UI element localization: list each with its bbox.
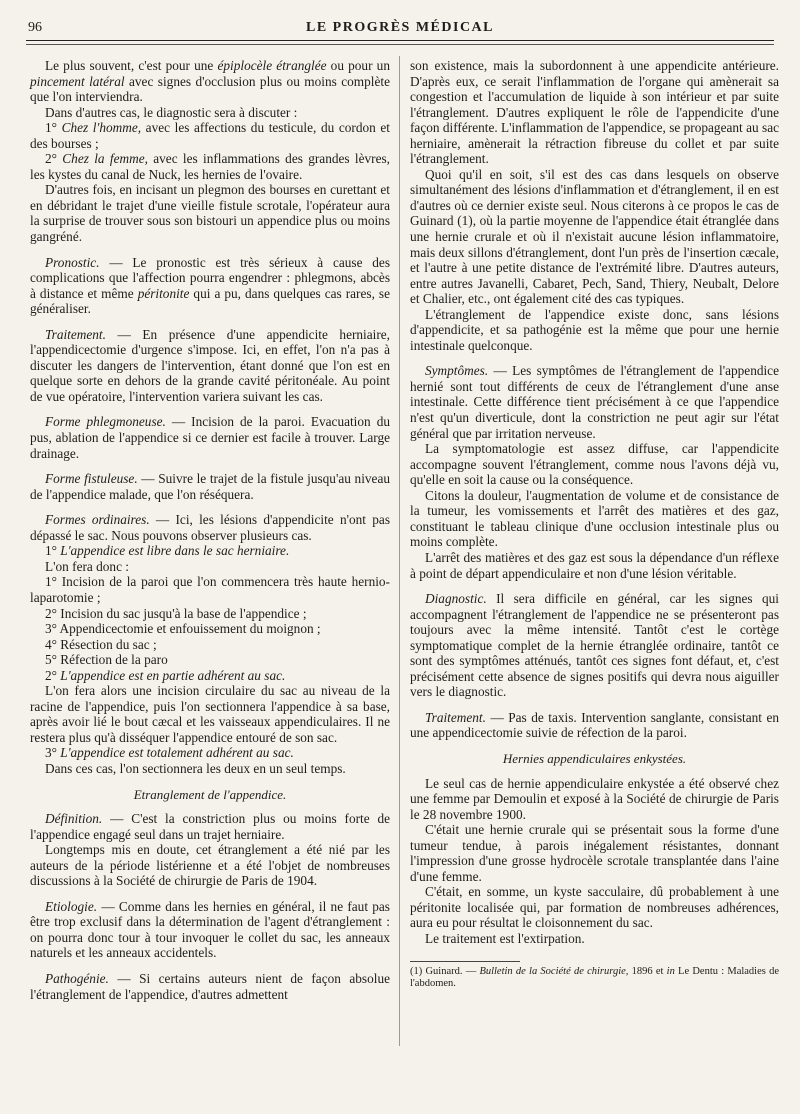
treatment-paragraph: Traitement. — En présence d'une appendicite herniaire, l'appendicectomie d'urgence s'impose. Ici, en effet, l'on n'a pas à discuter les dangers de l'intervention, étant donné que l'on est en quelque sorte en dehors de la grande cavité péritonéale. Au point de vue opératoire, l'intervention variera suivant les cas. [30,326,390,404]
paragraph: La symptomatologie est assez diffuse, car l'appendicite accompagne souvent l'étranglement, comme nous l'avons déjà vu, qu'elle en soit la cause ou la conséquence. [410,441,779,488]
list-item: 2° Chez la femme, avec les inflammations des grandes lèvres, les kystes du canal de Nuck, les hernies de l'ovaire. [30,151,390,182]
page-header [26,18,774,40]
section-title: Hernies appendiculaires enkystées. [502,750,687,766]
list-item: 4° Résection du sac ; [45,636,157,652]
right-column [410,58,779,990]
paragraph: Quoi qu'il en soit, s'il est des cas dans lesquels on observe simultanément des lésions d'inflammation et d'étranglement, il en est d'autres où ce dernier existe seul. Nous citerons à ce propos le cas de Guinard (1), où la partie moyenne de l'appendice était étranglée dans une hernie crurale et où il n'existait aucune lésion inflammatoire, mais deux sillons d'étranglement, dont l'un près de l'insertion cæcale, et l'autre à une petite distance de l'extrémité libre. D'autres auteurs, entre autres Javanelli, Cabaret, Pech, Sand, Thiery, Neubalt, Delore et Chalier, etc., ont également cité des cas typiques. [410,166,779,307]
paragraph: Dans d'autres cas, le diagnostic sera à discuter : [45,104,298,120]
header-rule-thin [26,44,774,45]
paragraph: L'étranglement de l'appendice existe donc, sans lésions d'appendicite, et sa pathogénie est la même que pour une hernie intestinale quelconque. [410,306,779,353]
pathogeny-paragraph: Pathogénie. — Si certains auteurs nient de façon absolue l'étranglement de l'appendice, d'autres admettent [30,970,390,1002]
footnote: (1) Guinard. — Bulletin de la Société de chirurgie, 1896 et in Le Dentu : Maladies de l'abdomen. [410,965,779,989]
paragraph: Formes ordinaires. — Ici, les lésions d'appendicite n'ont pas dépassé le sac. Nous pouvons observer plusieurs cas. [30,512,390,543]
definition-paragraph: Définition. — C'est la constriction plus ou moins forte de l'appendice engagé seul dans un trajet herniaire. [30,811,390,842]
list-item: 1° Incision de la paroi que l'on commencera très haute hernio-laparotomie ; [30,574,390,605]
paragraph: C'était une hernie crurale qui se présentait sous la forme d'une tumeur tendue, à parois inégalement résistantes, donnant l'impression d'une grosse hydrocèle scrotale transplantée dans l'aine d'une femme. [410,822,779,884]
paragraph: Forme phlegmoneuse. — Incision de la paroi. Evacuation du pus, ablation de l'appendice si ce dernier est facile à trouver. Large drainage. [30,414,390,461]
list-item: 5° Réfection de la paro [45,652,168,668]
left-column [30,58,390,1002]
paragraph: L'arrêt des matières et des gaz est sous la dépendance d'un réflexe à point de départ appendiculaire et non d'une lésion véritable. [410,549,779,581]
page-number: 96 [28,20,42,35]
paragraph: L'on fera alors une incision circulaire du sac au niveau de la racine de l'appendice, puis l'on sectionnera l'appendice à sa base, après avoir lié le bout cæcal et les vaisseaux appendiculaires. Il ne restera plus qu'à disséquer l'appendice entouré de son sac. [30,683,390,745]
list-item: 1° Chez l'homme, avec les affections du testicule, du cordon et des bourses ; [30,120,390,151]
header-rule [26,40,774,41]
section-title: Etranglement de l'appendice. [133,786,287,802]
paragraph: Dans ces cas, l'on sectionnera les deux en un seul temps. [45,760,346,776]
paragraph: C'était, en somme, un kyste sacculaire, dû probablement à une péritonite localisée qui, par formation de nombreuses adhérences, aura eu pour résultat le cloisonnement du sac. [410,884,779,931]
paragraph: Forme fistuleuse. — Suivre le trajet de la fistule jusqu'au niveau de l'appendice malade, que l'on réséquera. [30,471,390,502]
footnote-rule [410,961,520,962]
prognosis-paragraph: Pronostic. — Le pronostic est très sérieux à cause des complications que l'affection pourra engendrer : phlegmons, abcès à distance et même péritonite qui a pu, dans quelques cas rares, se généraliser. [30,254,390,317]
journal-title: LE PROGRÈS MÉDICAL [305,20,495,35]
paragraph: son existence, mais la subordonnent à une appendicite antérieure. D'après eux, ce serait l'inflammation de l'organe qui amènerait sa congestion et l'accumulation de liquide à son intérieur et par suite l'étranglement. D'autres expliquent le rôle de l'appendicite d'une façon différente. L'inflammation de l'appendice, se propageant au sac herniaire, amènerait la rétraction fibreuse du collet et par suite l'étranglement. [410,58,779,167]
treatment-paragraph: Traitement. — Pas de taxis. Intervention sanglante, consistant en une appendicectomie suivie de réfection de la paroi. [410,709,779,741]
case-heading: 3° L'appendice est totalement adhérent au sac. [45,745,294,761]
paragraph: Longtemps mis en doute, cet étranglement a été nié par les auteurs de la période listérienne et a été l'objet de nombreuses discussions à la Société de chirurgie de Paris de 1904. [30,842,390,889]
paragraph: Citons la douleur, l'augmentation de volume et de consistance de la tumeur, les vomissements et l'arrêt des matières et des gaz, constituant le tableau clinique d'une occlusion intestinale plus ou moins complète. [410,487,779,550]
paragraph: D'autres fois, en incisant un plegmon des bourses en curettant et en débridant le trajet d'une vieille fistule scrotale, l'opérateur aura la surprise de trouver sous son bistouri un appendice plus ou moins gangréné. [30,182,390,245]
column-divider [399,56,400,1046]
diagnosis-paragraph: Diagnostic. Il sera difficile en général, car les signes qui accompagnent l'étranglement de l'appendice ne se présenteront pas toujours avec la même intensité. Tantôt c'est le cortège symptomatique complet de la hernie étranglée ordinaire, tantôt ce sont des symptômes atténués, tantôt ces signes font défaut, et, c'est précisément cette absence de signes positifs qui devra nous aiguiller vers le diagnostic. [410,591,779,700]
paragraph: L'on fera donc : [45,558,129,574]
list-item: 3° Appendicectomie et enfouissement du moignon ; [45,621,321,637]
paragraph: Le traitement est l'extirpation. [425,930,585,946]
paragraph: Le seul cas de hernie appendiculaire enkystée a été observé chez une femme par Demoulin et exposé à la Société de chirurgie de Paris le 28 novembre 1900. [410,775,779,822]
symptoms-paragraph: Symptômes. — Les symptômes de l'étranglement de l'appendice hernié sont tout différents de ceux de l'étranglement d'une anse intestinale. Cette différence tient précisément à ce que l'appendice n'est qu'un diverticule, dont la constriction ne peut agir sur l'état général que par irritation nerveuse. [410,363,779,441]
case-heading: 1° L'appendice est libre dans le sac herniaire. [45,543,290,559]
paragraph: Le plus souvent, c'est pour une épiplocèle étranglée ou pour un pincement latéral avec signes d'occlusion plus ou moins complète que l'on interviendra. [30,58,390,105]
list-item: 2° Incision du sac jusqu'à la base de l'appendice ; [45,605,307,621]
etiology-paragraph: Etiologie. — Comme dans les hernies en général, il ne faut pas être trop exclusif dans la détermination de l'agent d'étranglement : on pourra donc tour à tour invoquer le collet du sac, les anneaux naturels et les anneaux accidentels. [30,898,390,961]
case-heading: 2° L'appendice est en partie adhérent au sac. [45,667,286,683]
